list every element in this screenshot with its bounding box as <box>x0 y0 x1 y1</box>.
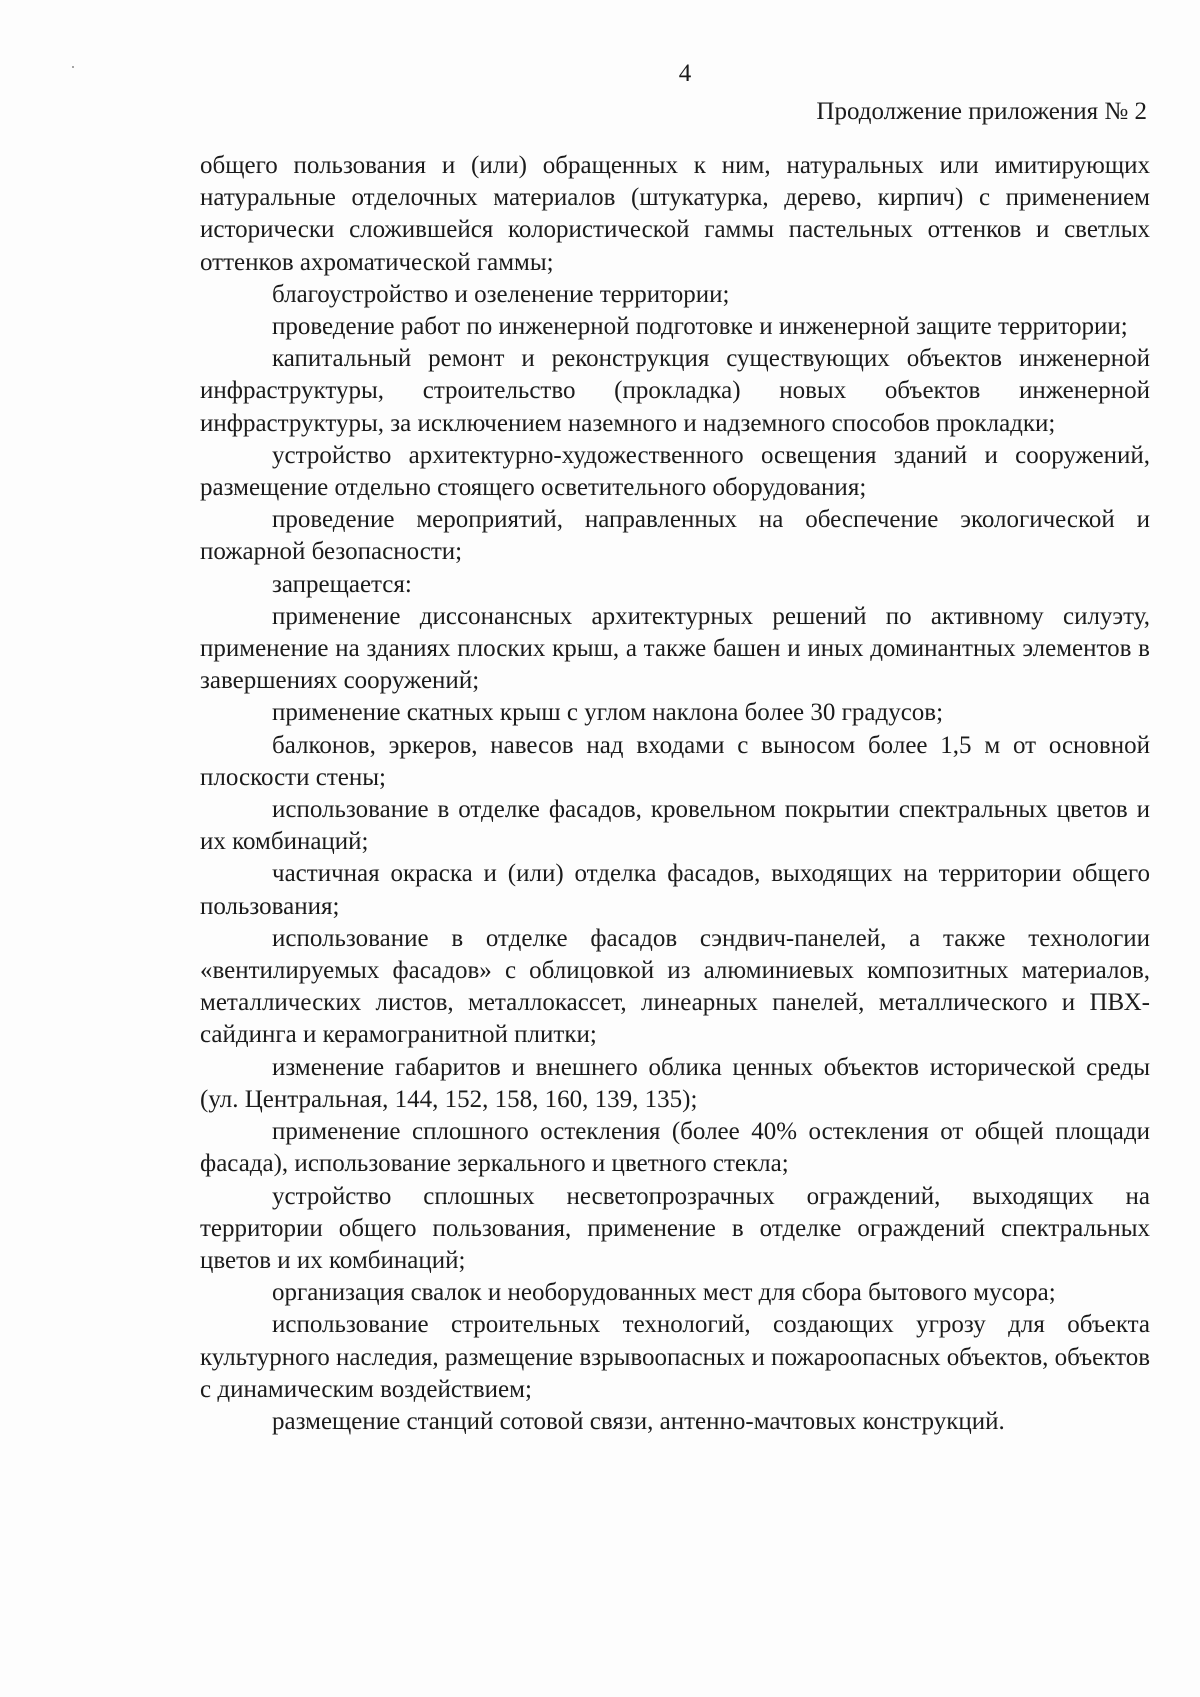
paragraph: применение диссонансных архитектурных решений по активному силуэту, применение на зданиях плоских крыш, а также башен и иных доминантных элементов в завершениях сооружений; <box>200 602 1150 695</box>
paragraph: организация свалок и необорудованных мест для сбора бытового мусора; <box>272 1279 1056 1307</box>
paragraph: проведение мероприятий, направленных на обеспечение экологической и пожарной безопасности; <box>200 506 1150 566</box>
paragraph: капитальный ремонт и реконструкция существующих объектов инженерной инфраструктуры, строительство (прокладка) новых объектов инженерной инфраструктуры, за исключением наземного и надземного способов прокладки; <box>200 345 1150 437</box>
paragraph: проведение работ по инженерной подготовке и инженерной защите территории; <box>272 313 1128 341</box>
paragraph: запрещается: <box>272 570 412 598</box>
paragraph: общего пользования и (или) обращенных к ним, натуральных или имитирующих натуральные отделочных материалов (штукатурка, дерево, кирпич) с применением исторически сложившейся колористической гаммы пастельных оттенков и светлых оттенков ахроматической гаммы; <box>200 152 1150 276</box>
paragraph: устройство архитектурно-художественного освещения зданий и сооружений, размещение отдельно стоящего осветительного оборудования; <box>200 441 1150 502</box>
paragraph: использование в отделке фасадов сэндвич-панелей, а также технологии «вентилируемых фасадов» с облицовкой из алюминиевых композитных материалов, металлических листов, металлокассет, линеарных панелей, металлического и ПВХ-сайдинга и керамогранитной плитки; <box>200 924 1150 1049</box>
document-body <box>200 150 1150 1438</box>
paragraph: балконов, эркеров, навесов над входами с выносом более 1,5 м от основной плоскости стены; <box>200 731 1150 791</box>
paragraph: благоустройство и озеленение территории; <box>272 280 730 308</box>
continuation-header: Продолжение приложения № 2 <box>816 98 1147 125</box>
paragraph: частичная окраска и (или) отделка фасадов, выходящих на территории общего пользования; <box>200 860 1150 920</box>
paragraph: использование строительных технологий, создающих угрозу для объекта культурного наследия, размещение взрывоопасных и пожароопасных объектов, объектов с динамическим воздействием; <box>200 1311 1150 1403</box>
paragraph: размещение станций сотовой связи, антенно-мачтовых конструкций. <box>272 1407 1005 1435</box>
scan-speck <box>72 66 74 68</box>
paragraph: применение сплошного остекления (более 40% остекления от общей площади фасада), использование зеркального и цветного стекла; <box>200 1118 1150 1178</box>
paragraph: изменение габаритов и внешнего облика ценных объектов исторической среды (ул. Центральная, 144, 152, 158, 160, 139, 135); <box>200 1053 1150 1113</box>
paragraph: использование в отделке фасадов, кровельном покрытии спектральных цветов и их комбинаций; <box>200 796 1150 856</box>
paragraph: применение скатных крыш с углом наклона более 30 градусов; <box>272 699 944 727</box>
paragraph: устройство сплошных несветопрозрачных ограждений, выходящих на территории общего пользования, применение в отделке ограждений спектральных цветов и их комбинаций; <box>200 1182 1150 1274</box>
page-number: 4 <box>678 60 692 87</box>
